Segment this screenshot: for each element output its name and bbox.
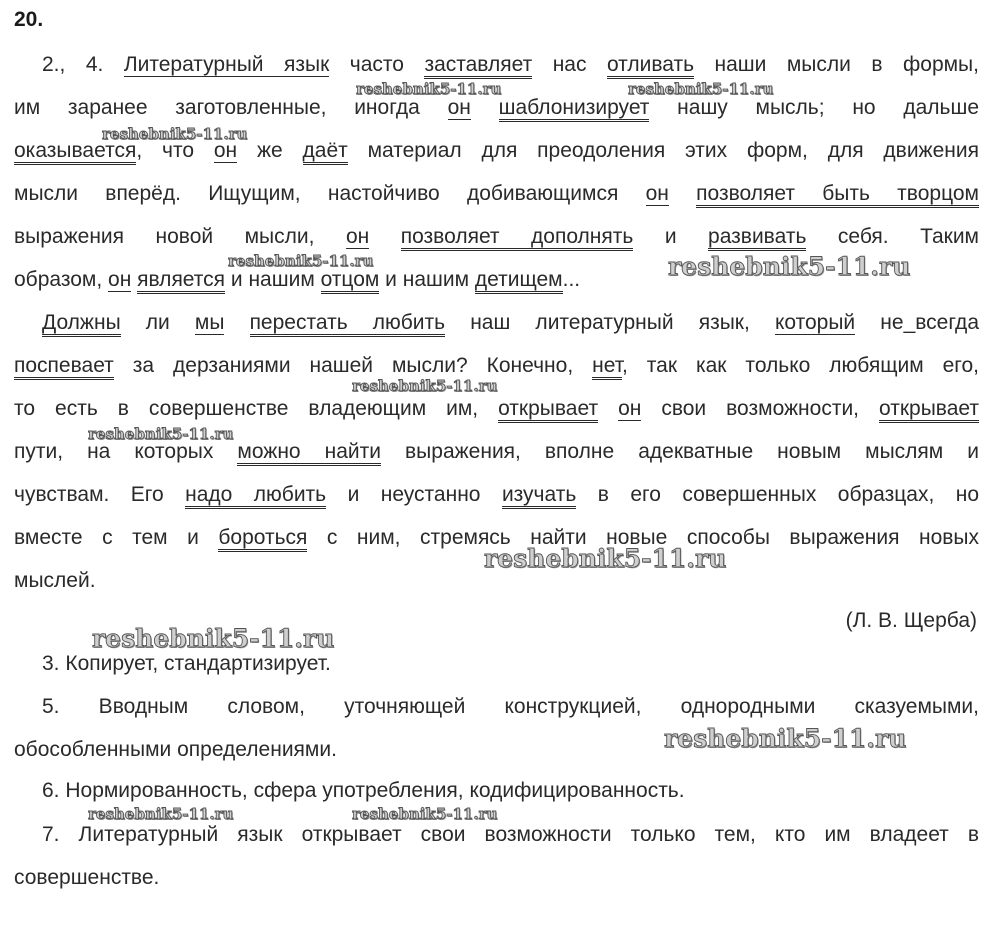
- predicate: позволяет быть творцом: [696, 182, 979, 208]
- text-line: выражения новой мысли, он позволяет дополнять и развивать себя. Таким: [14, 224, 979, 250]
- predicate: даёт: [303, 139, 348, 165]
- answer-6: 6. Нормированность, сфера употребления, кодифицированность.: [42, 779, 685, 802]
- watermark-text: reshebnik5-11.ru: [92, 624, 335, 653]
- watermark-text: reshebnik5-11.ru: [352, 377, 498, 395]
- watermark-text: reshebnik5-11.ru: [668, 252, 911, 281]
- answer-5: 5. Вводным словом, уточняющей конструкцией, однородными сказуемыми,: [42, 695, 979, 718]
- predicate: открывает: [498, 397, 598, 423]
- subject: он: [213, 139, 238, 162]
- watermark-text: reshebnik5-11.ru: [484, 544, 727, 573]
- predicate: отливать: [607, 53, 694, 79]
- subject: который: [774, 311, 856, 334]
- predicate: развивать: [708, 225, 806, 251]
- task-number: 20.: [14, 8, 44, 31]
- predicate: нет: [592, 354, 622, 380]
- subject: Литературный язык: [123, 53, 330, 76]
- subject: мы: [194, 311, 225, 334]
- text-line: мысли вперёд. Ищущим, настойчиво добивающимся он позволяет быть творцом: [14, 181, 979, 207]
- predicate: можно найти: [237, 440, 381, 466]
- watermark-text: reshebnik5-11.ru: [356, 80, 502, 98]
- author-attribution: (Л. В. Щерба): [845, 609, 977, 632]
- text-line: Должны ли мы перестать любить наш литературный язык, который не_всегда: [14, 310, 979, 336]
- subject: он: [447, 96, 471, 119]
- subject: он: [345, 225, 370, 248]
- predicate: изучать: [502, 483, 576, 509]
- text-line: образом, он является и нашим отцом и нашим детищем...: [14, 267, 979, 293]
- text-line: то есть в совершенстве владеющим им, открывает он свои возможности, открывает: [14, 396, 979, 422]
- text-line: чувствам. Его надо любить и неустанно изучать в его совершенных образцах, но: [14, 482, 979, 508]
- predicate: перестать любить: [250, 311, 446, 337]
- predicate: надо любить: [185, 483, 326, 509]
- predicate: заставляет: [424, 53, 532, 79]
- answer-7-continued: совершенстве.: [14, 866, 160, 889]
- answer-3: 3. Копирует, стандартизирует.: [42, 652, 331, 675]
- watermark-text: reshebnik5-11.ru: [664, 724, 907, 753]
- predicate: Должны: [42, 311, 121, 337]
- subject: он: [618, 397, 642, 420]
- predicate: открывает: [879, 397, 979, 423]
- predicate: позволяет дополнять: [401, 225, 634, 251]
- text-line: им заранее заготовленные, иногда он шаблонизирует нашу мысль; но дальше: [14, 95, 979, 121]
- watermark-text: reshebnik5-11.ru: [102, 125, 248, 143]
- predicate: является: [137, 268, 225, 294]
- text-line: мыслей.: [14, 569, 96, 592]
- watermark-text: reshebnik5-11.ru: [88, 805, 234, 823]
- watermark-text: reshebnik5-11.ru: [352, 805, 498, 823]
- answer-7: 7. Литературный язык открывает свои возможности только тем, кто им владеет в: [42, 823, 979, 846]
- text-line: поспевает за дерзаниями нашей мысли? Конечно, нет, так как только любящим его,: [14, 353, 979, 379]
- subject: он: [108, 268, 132, 291]
- text-line: пути, на которых можно найти выражения, вполне адекватные новым мыслям и: [14, 439, 979, 465]
- text-line: оказывается, что он же даёт материал для преодоления этих форм, для движения: [14, 138, 979, 164]
- predicate: оказывается: [14, 139, 136, 165]
- watermark-text: reshebnik5-11.ru: [228, 252, 374, 270]
- predicate: шаблонизирует: [499, 96, 650, 122]
- text-line: вместе с тем и бороться с ним, стремясь найти новые способы выражения новых: [14, 525, 979, 551]
- predicate: отцом: [321, 268, 380, 294]
- text-line: 2., 4. Литературный язык часто заставляет нас отливать наши мысли в формы,: [14, 52, 979, 78]
- answer-5-continued: обособленными определениями.: [14, 738, 337, 761]
- predicate: бороться: [218, 526, 307, 552]
- watermark-text: reshebnik5-11.ru: [628, 80, 774, 98]
- predicate: детищем: [475, 268, 563, 294]
- subject: он: [645, 182, 669, 205]
- watermark-text: reshebnik5-11.ru: [88, 425, 234, 443]
- predicate: поспевает: [14, 354, 114, 380]
